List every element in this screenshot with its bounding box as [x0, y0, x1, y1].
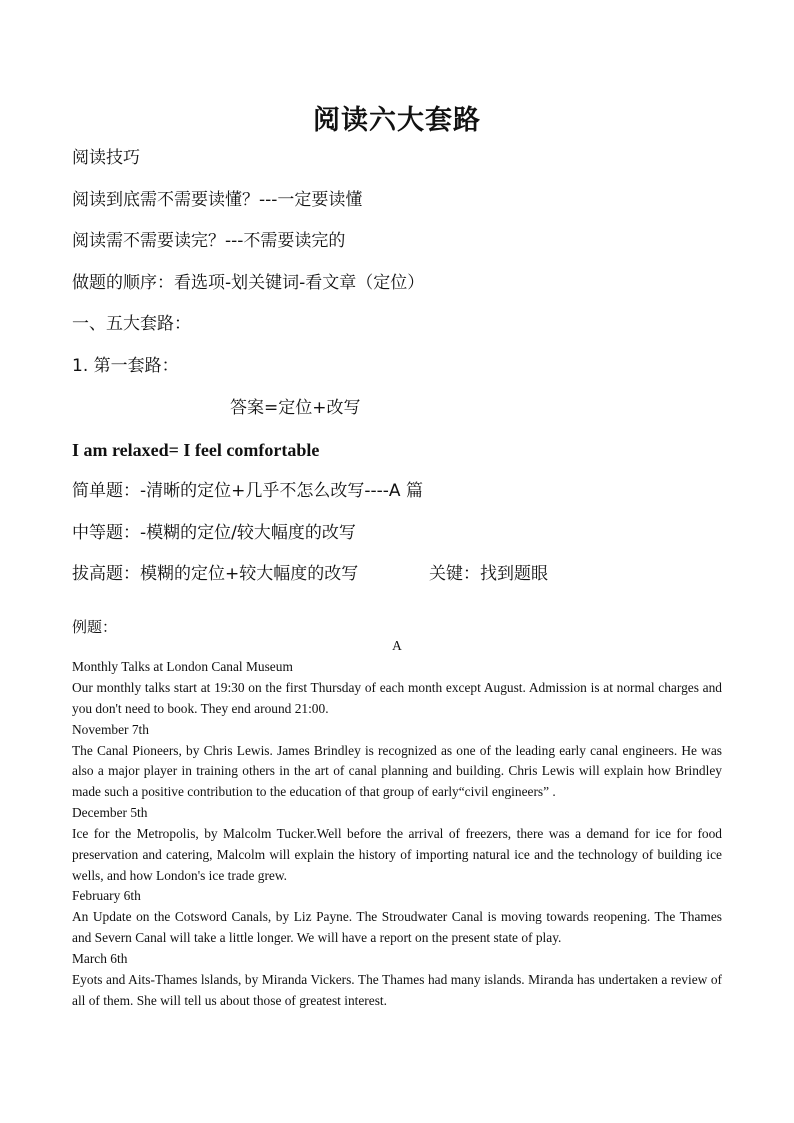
section-heading-reading-skills: 阅读技巧 — [72, 148, 140, 168]
question-understanding: 阅读到底需不需要读懂？---一定要读懂 — [72, 190, 363, 210]
easy-question-line: 简单题：-清晰的定位+几乎不怎么改写----A 篇 — [72, 481, 423, 501]
passage-intro: Our monthly talks start at 19:30 on the first Thursday of each month except August. Admission is at normal charges and you don't need to book. They end around 21:00. — [72, 680, 722, 716]
passage-letter: A — [392, 638, 402, 653]
talk-description: Ice for the Metropolis, by Malcolm Tucker.Well before the arrival of freezers, there was a demand for ice for food preservation and catering, Malcolm will explain the history of importing natural ice and the technology of building ice wells, and how London's ice trade grew. — [72, 825, 722, 883]
key-point-line: 关键：找到题眼 — [429, 564, 548, 584]
strategy-one-heading: 1. 第一套路： — [72, 356, 179, 376]
talk-date: February 6th — [72, 888, 141, 904]
medium-question-line: 中等题：-模糊的定位/较大幅度的改写 — [72, 523, 356, 543]
answer-order: 做题的顺序：看选项-划关键词-看文章（定位） — [72, 273, 425, 293]
talk-description: The Canal Pioneers, by Chris Lewis. James Brindley is recognized as one of the leading early canal engineers. He was also a major player in training others in the art of canal planning and building. Chris Lewis will explain how Brindley made such a positive contribution to the education of that group of early“civil engineers” . — [72, 742, 722, 800]
formula-line: 答案=定位+改写 — [230, 398, 361, 418]
example-label: 例题： — [72, 618, 118, 636]
talk-description: An Update on the Cotsword Canals, by Liz Payne. The Stroudwater Canal is moving towards reopening. The Thames and Severn Canal will take a little longer. We will have a report on the present state of play. — [72, 909, 722, 946]
talk-date: December 5th — [72, 804, 148, 820]
passage-heading: Monthly Talks at London Canal Museum — [72, 659, 293, 674]
section-five-strategies: 一、五大套路： — [72, 314, 191, 334]
reading-passage — [72, 636, 722, 1012]
talk-date: November 7th — [72, 721, 149, 737]
talk-date: March 6th — [72, 950, 128, 966]
question-finish-reading: 阅读需不需要读完？---不需要读完的 — [72, 231, 346, 251]
hard-question-line: 拔高题：模糊的定位+较大幅度的改写 — [72, 564, 359, 584]
page-title: 阅读六大套路 — [313, 105, 481, 136]
english-example-line: I am relaxed= I feel comfortable — [72, 440, 320, 460]
talk-description: Eyots and Aits-Thames lslands, by Miranda Vickers. The Thames had many islands. Miranda has undertaken a review of all of them. She will tell us about those of greatest interest. — [72, 971, 722, 1008]
